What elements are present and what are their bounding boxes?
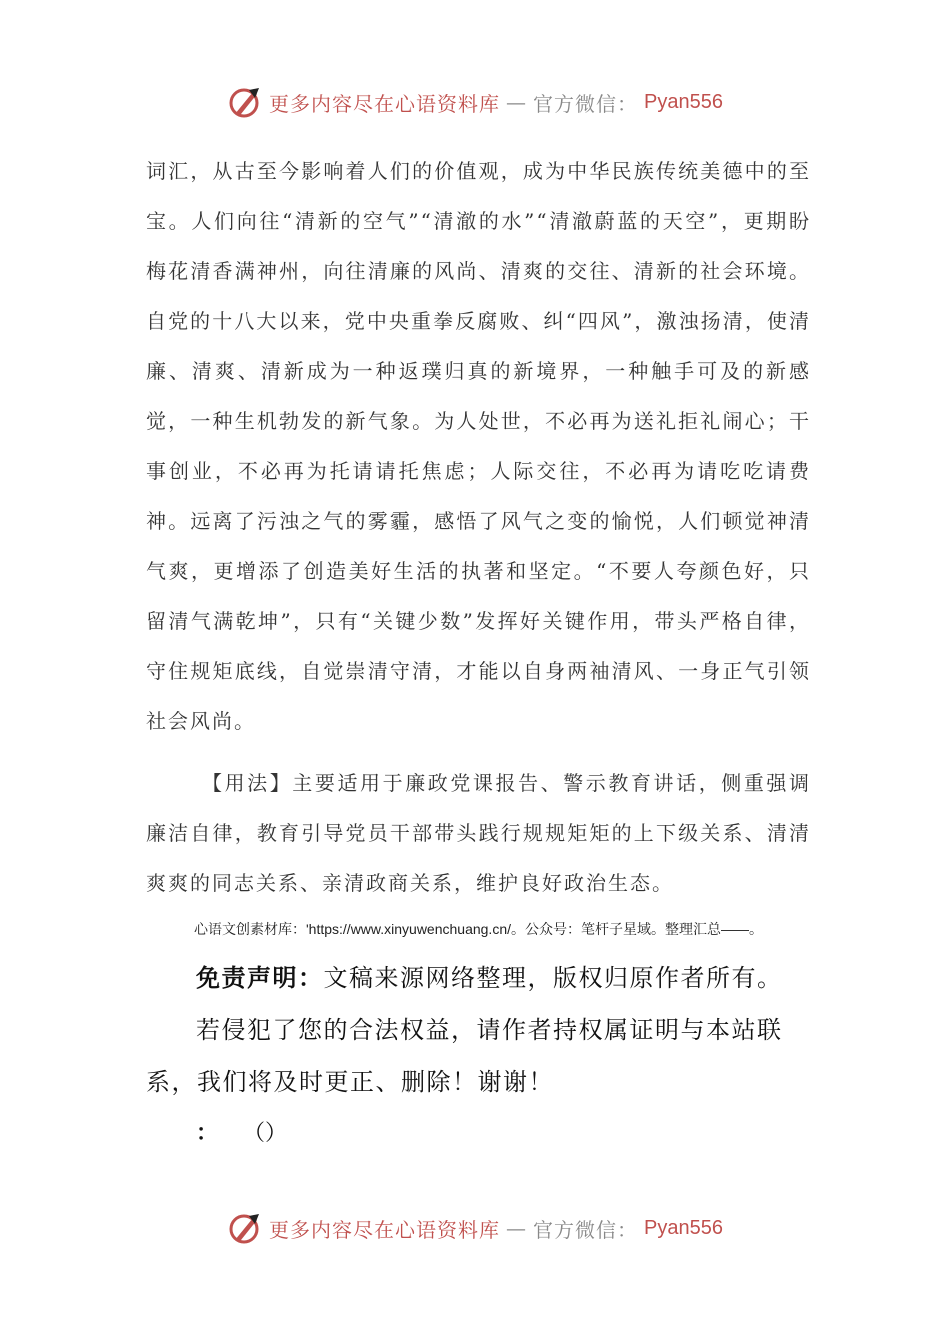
quill-logo-icon — [227, 84, 263, 120]
footer-dash: — — [506, 1216, 528, 1240]
final-colon: ： — [196, 1121, 219, 1146]
page-footer — [0, 1210, 950, 1246]
disclaimer-line-2: 若侵犯了您的合法权益，请作者持权属证明与本站联系，我们将及时更正、删除！谢谢！ — [146, 1016, 783, 1096]
header-brand-text: 更多内容尽在心语资料库 — [269, 91, 501, 116]
source-note: 心语文创素材库：'https://www.xinyuwenchuang.cn/。公众号：笔杆子星域。整理汇总——。 — [194, 921, 764, 937]
disclaimer-line-1 — [146, 952, 811, 1004]
disclaimer-final-line — [146, 1108, 811, 1160]
disclaimer-label: 免责声明： — [196, 964, 324, 992]
header-wechat-label: 官方微信： — [533, 91, 639, 116]
header-dash: — — [506, 90, 528, 114]
footer-brand-text: 更多内容尽在心语资料库 — [269, 1217, 501, 1242]
document-body — [146, 146, 811, 1160]
footer-wechat-label: 官方微信： — [533, 1217, 639, 1242]
final-paren: （） — [254, 1121, 288, 1146]
body-paragraph-1: 词汇，从古至今影响着人们的价值观，成为中华民族传统美德中的至宝。人们向往“清新的空气”“清澈的水”“清澈蔚蓝的天空”，更期盼梅花清香满神州，向往清廉的风尚、清爽的交往、清新的社会环境。自党的十八大以来，党中央重拳反腐败、纠“四风”，激浊扬清，使清廉、清爽、清新成为一种返璞归真的新境界，一种触手可及的新感觉，一种生机勃发的新气象。为人处世，不必再为送礼拒礼闹心；干事创业，不必再为托请请托焦虑；人际交往，不必再为请吃吃请费神。远离了污浊之气的雾霾，感悟了风气之变的愉悦，人们顿觉神清气爽，更增添了创造美好生活的执著和坚定。“不要人夸颜色好，只留清气满乾坤”，只有“关键少数”发挥好关键作用，带头严格自律，守住规矩底线，自觉崇清守清，才能以自身两袖清风、一身正气引领社会风尚。 — [146, 159, 811, 733]
disclaimer-text-1: 文稿来源网络整理，版权归原作者所有。 — [323, 964, 783, 992]
quill-logo-icon — [227, 1210, 263, 1246]
header-wechat-id: Pyan556 — [644, 90, 723, 113]
footer-wechat-id: Pyan556 — [644, 1216, 723, 1239]
page-header — [0, 84, 950, 120]
usage-paragraph: 【用法】主要适用于廉政党课报告、警示教育讲话，侧重强调廉洁自律，教育引导党员干部带头践行规规矩矩的上下级关系、清清爽爽的同志关系、亲清政商关系，维护良好政治生态。 — [146, 771, 811, 895]
